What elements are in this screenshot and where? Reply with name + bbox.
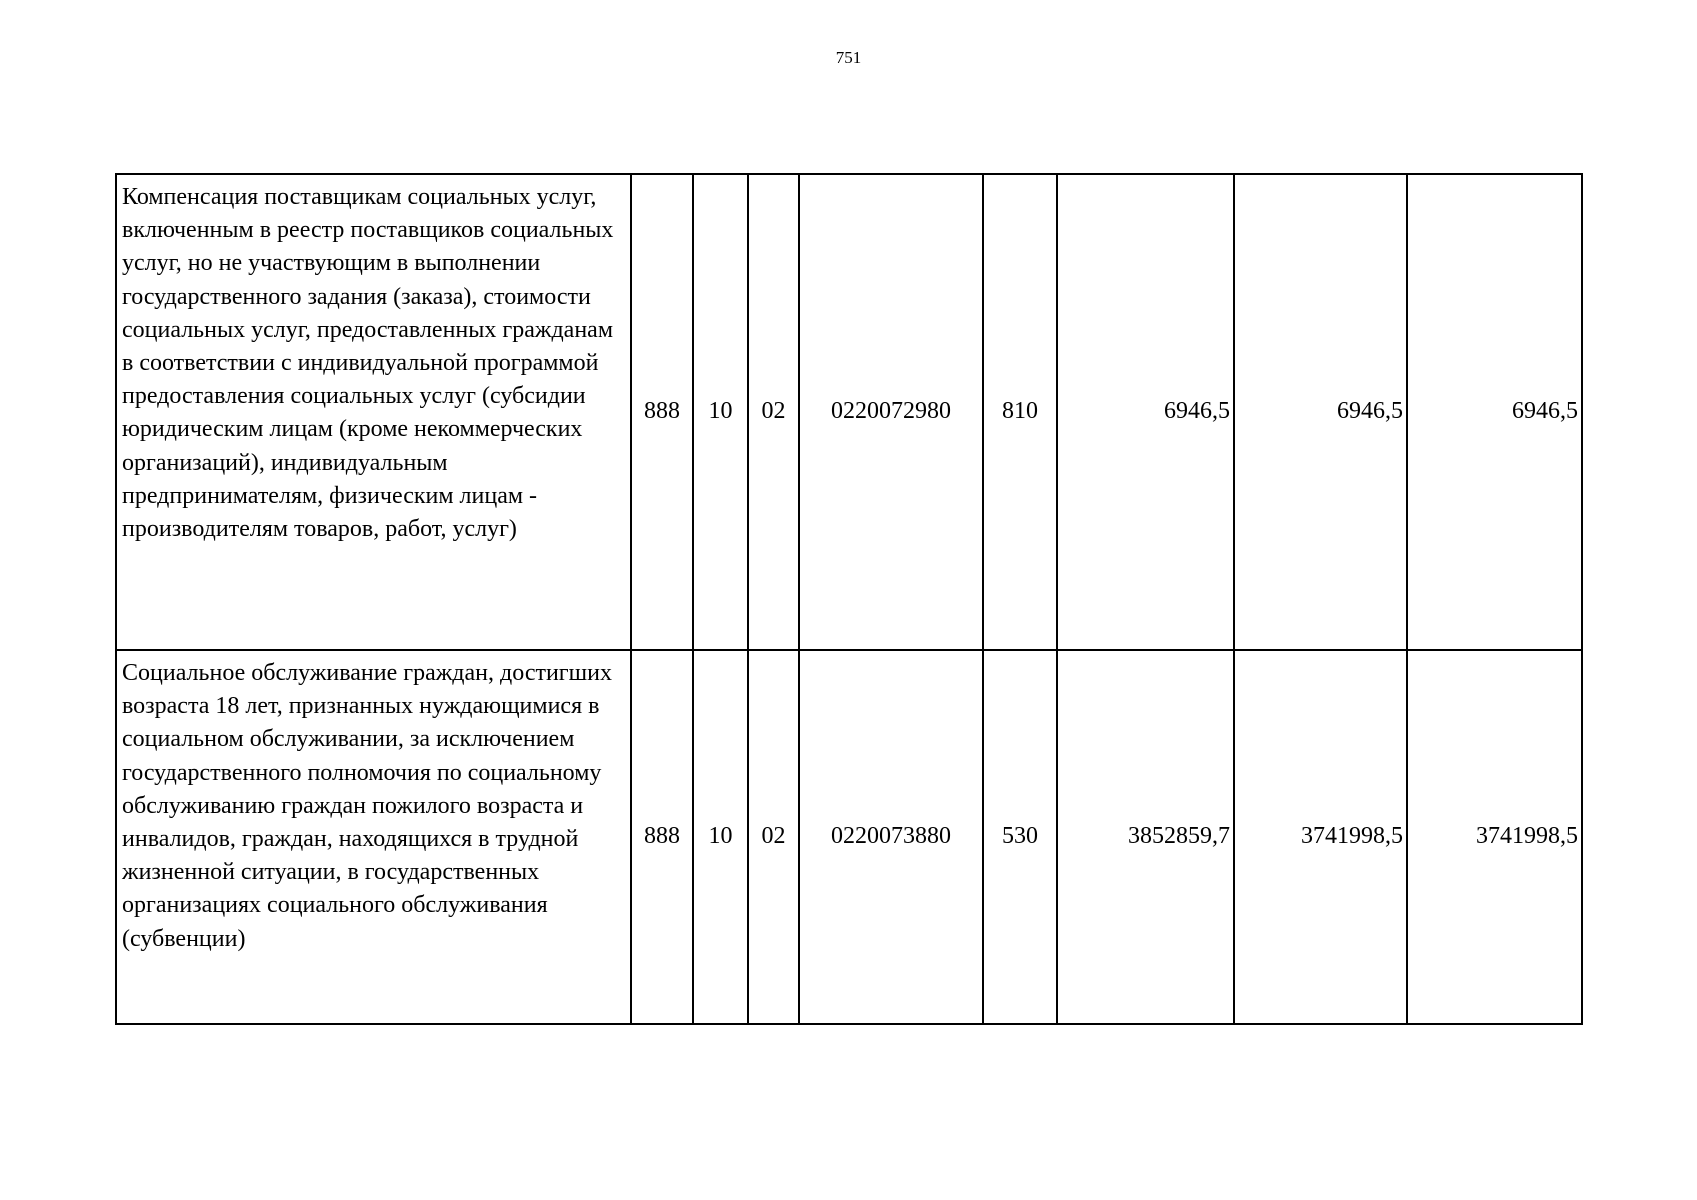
subsection-code: 02 — [748, 650, 799, 1024]
target-article-code: 0220072980 — [799, 174, 983, 650]
page-number: 751 — [835, 48, 862, 67]
amount-year-1: 3852859,7 — [1057, 650, 1234, 1024]
subsection-code: 02 — [748, 174, 799, 650]
amount-year-3: 6946,5 — [1407, 174, 1582, 650]
expense-type-code: 530 — [983, 650, 1057, 1024]
amount-year-1: 6946,5 — [1057, 174, 1234, 650]
amount-year-2: 3741998,5 — [1234, 650, 1407, 1024]
section-code: 10 — [693, 650, 748, 1024]
row-description: Компенсация поставщикам социальных услуг, включенным в реестр поставщиков социальных услуг, но не участвующим в выполнении государственного задания (заказа), стоимости социальных услуг, предоставленных гражданам в соответствии с индивидуальной программой предоставления социальных услуг (субсидии юридическим лицам (кроме некоммерческих организаций), индивидуальным предпринимателям, физическим лицам - производителям товаров, работ, услуг) — [116, 174, 631, 650]
ministry-code: 888 — [631, 650, 693, 1024]
table-row — [116, 650, 1582, 1024]
amount-year-3: 3741998,5 — [1407, 650, 1582, 1024]
row-description: Социальное обслуживание граждан, достигших возраста 18 лет, признанных нуждающимися в социальном обслуживании, за исключением государственного полномочия по социальному обслуживанию граждан пожилого возраста и инвалидов, граждан, находящихся в трудной жизненной ситуации, в государственных организациях социального обслуживания (субвенции) — [116, 650, 631, 1024]
budget-table — [115, 173, 1583, 1025]
ministry-code: 888 — [631, 174, 693, 650]
expense-type-code: 810 — [983, 174, 1057, 650]
table-row — [116, 174, 1582, 650]
target-article-code: 0220073880 — [799, 650, 983, 1024]
section-code: 10 — [693, 174, 748, 650]
amount-year-2: 6946,5 — [1234, 174, 1407, 650]
